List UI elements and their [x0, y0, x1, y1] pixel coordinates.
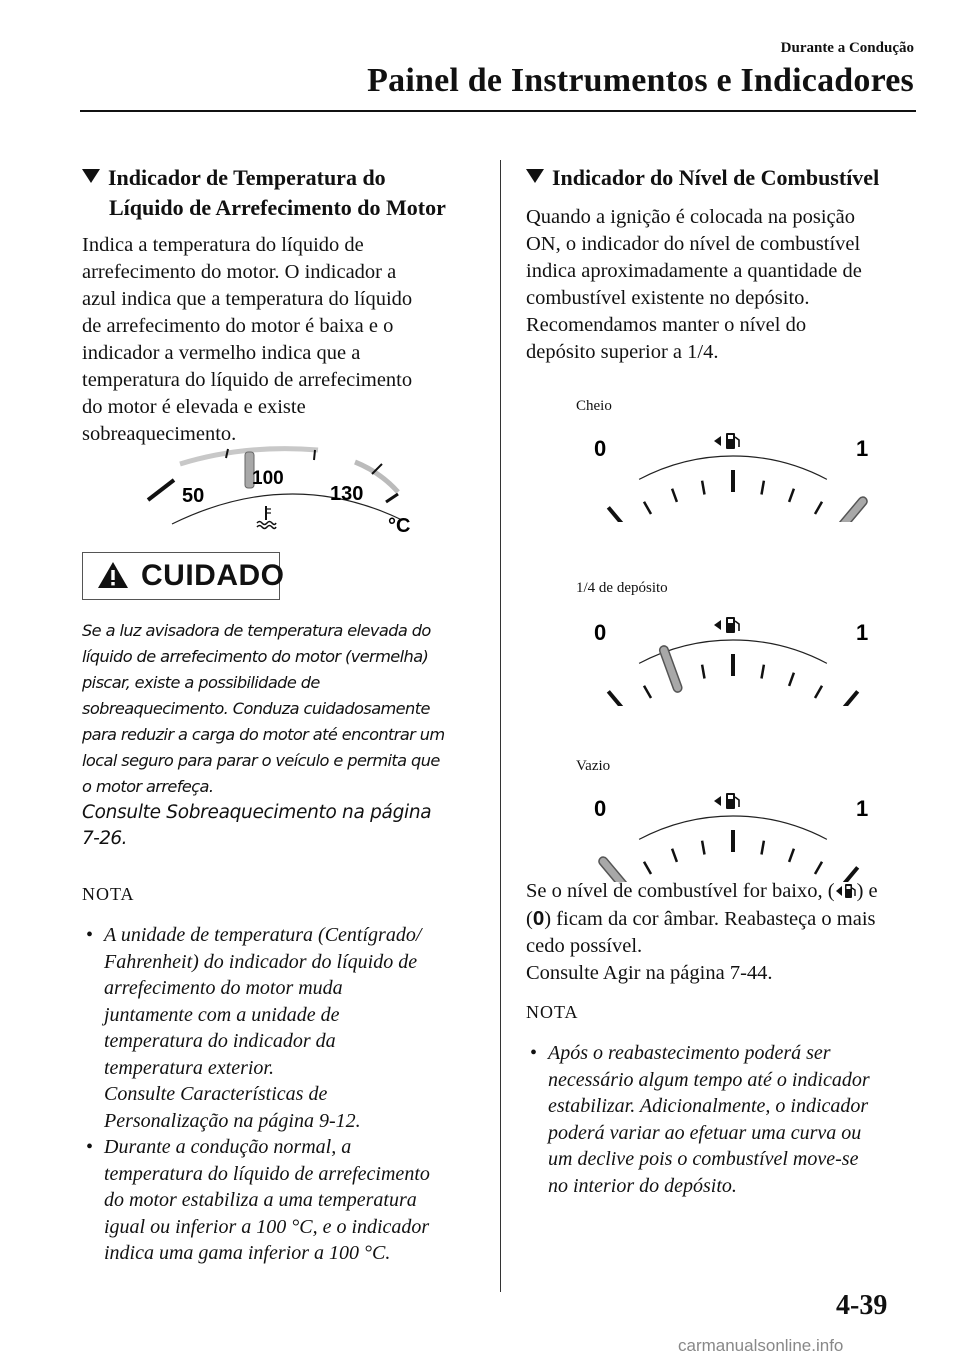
gauge-tick [314, 450, 315, 460]
text-line: do motor estabiliza a uma temperatura [104, 1189, 417, 1211]
gauge-tick [789, 849, 794, 862]
heading-line: Indicador do Nível de Combustível [552, 165, 880, 190]
section-triangle-icon [526, 169, 544, 183]
warning-triangle-icon [97, 561, 129, 589]
text-line: 7-26. [82, 828, 127, 849]
text-line: arrefecimento do motor. O indicador a [82, 261, 397, 283]
gauge-min-label: 0 [594, 796, 607, 821]
caution-box [82, 552, 285, 600]
column-divider [500, 160, 501, 1292]
text-line: indicador a vermelho indica que a [82, 342, 361, 364]
gauge-label-130: 130 [330, 483, 364, 505]
caution-label: CUIDADO [141, 559, 285, 592]
text-line: local seguro para parar o veículo e permita que [82, 751, 440, 770]
gauge-tick [702, 665, 704, 679]
gauge-tick [226, 449, 228, 458]
text-line: igual ou inferior a 100 °C, e o indicador [104, 1215, 430, 1238]
text-line: para reduzir a carga do motor até encontrar um [82, 725, 445, 744]
gauge-caption-quarter: 1/4 de depósito [576, 580, 668, 596]
text-line: Fahrenheit) do indicador do líquido de [104, 950, 418, 973]
watermark: carmanualsonline.info [678, 1336, 844, 1355]
text-line: no interior do depósito. [548, 1174, 737, 1197]
gauge-tick-major [608, 507, 627, 522]
gauge-tick [815, 862, 822, 874]
gauge-tick [789, 489, 794, 502]
text-line: temperatura exterior. [104, 1056, 274, 1079]
fuel-pump-window [728, 619, 733, 623]
bullet-icon: • [530, 1042, 538, 1064]
gauge-min-label: 0 [594, 620, 607, 645]
fuel-pump-icon [835, 882, 857, 900]
gauge-max-label: 1 [856, 436, 869, 461]
text-line: Consulte Características de [104, 1083, 328, 1105]
fuel-gauge-full [588, 418, 878, 522]
caution-text [82, 618, 482, 852]
gauge-label-100: 100 [252, 468, 284, 489]
text-line: sobreaquecimento. [82, 423, 237, 445]
gauge-min-label: 0 [594, 436, 607, 461]
text-fragment: Se o nível de combustível for baixo, ( [526, 880, 835, 902]
gauge-tick [762, 665, 764, 679]
text-line: combustível existente no depósito. [526, 287, 810, 309]
fuel-pump-hose [735, 797, 739, 807]
fuel-pump-icon [714, 617, 739, 633]
text-line: temperatura do indicador da [104, 1030, 336, 1052]
text-line: azul indica que a temperatura do líquido [82, 288, 413, 310]
text-line: necessário algum tempo até o indicador [548, 1068, 870, 1091]
gauge-tick [672, 489, 677, 502]
gauge-max-label: 1 [856, 796, 869, 821]
gauge-tick [644, 502, 651, 514]
gauge-tick [762, 481, 764, 495]
gauge-tick [702, 841, 704, 855]
gauge-tick-major [838, 691, 857, 706]
fuel-gauge-quarter [588, 602, 878, 706]
text-line: A unidade de temperatura (Centígrado/ [104, 924, 422, 946]
gauge-tick-major [148, 480, 174, 500]
page-title: Painel de Instrumentos e Indicadores [367, 62, 914, 99]
nota-label: NOTA [526, 1002, 579, 1022]
list-item [82, 922, 482, 1134]
fuel-pump-arrow [714, 796, 721, 806]
fuel-pump-hose [735, 621, 739, 631]
text-line: indica uma gama inferior a 100 °C. [104, 1242, 391, 1264]
nota-label: NOTA [82, 884, 135, 904]
header-divider [80, 110, 916, 112]
gauge-tick [815, 502, 822, 514]
gauge-tick [762, 841, 764, 855]
text-line: Consulte Agir na página 7-44. [526, 962, 773, 984]
fuel-pump-arrow [714, 620, 721, 630]
temperature-description [82, 232, 482, 448]
text-fragment: ( [526, 908, 533, 930]
gauge-tick [644, 862, 651, 874]
fuel-heading [526, 163, 926, 193]
bullet-icon: • [86, 1136, 94, 1158]
gauge-caption-full: Cheio [576, 398, 612, 414]
gauge-tick [789, 673, 794, 686]
text-line: cedo possível. [526, 935, 643, 957]
text-fragment: ) e [856, 880, 878, 902]
text-line: piscar, existe a possibilidade de [82, 673, 320, 692]
text-line: Indica a temperatura do líquido de [82, 234, 364, 256]
fuel-pump-hose [735, 437, 739, 447]
text-line: depósito superior a 1/4. [526, 341, 719, 363]
heading-line: Indicador de Temperatura do [108, 165, 386, 190]
gauge-tick [644, 686, 651, 698]
gauge-tick-major [386, 494, 398, 502]
text-line: Durante a condução normal, a [104, 1136, 352, 1158]
text-line: de arrefecimento do motor é baixa e o [82, 315, 394, 337]
text-line: arrefecimento do motor muda [104, 977, 343, 999]
text-line: juntamente com a unidade de [104, 1003, 340, 1026]
text-line: um declive pois o combustível move-se [548, 1148, 859, 1170]
text-line: Consulte Sobreaquecimento na página [82, 802, 432, 823]
gauge-tick [815, 686, 822, 698]
text-line: o motor arrefeça. [82, 777, 214, 796]
text-fragment: 0 [532, 907, 545, 930]
text-line: temperatura do líquido de arrefecimento [82, 369, 413, 391]
fuel-pump-icon [714, 793, 739, 809]
fuel-gauge-empty [588, 778, 878, 882]
text-line: poderá variar ao efetuar uma curva ou [548, 1121, 862, 1144]
text-line: Personalização na página 9-12. [104, 1109, 361, 1132]
low-fuel-text [526, 878, 926, 987]
fuel-pump-window [728, 795, 733, 799]
gauge-label-50: 50 [182, 485, 205, 507]
gauge-unit: °C [388, 515, 411, 537]
gauge-tick [672, 849, 677, 862]
text-line: temperatura do líquido de arrefecimento [104, 1162, 430, 1185]
text-line: estabilizar. Adicionalmente, o indicador [548, 1095, 869, 1117]
gauge-tick-major [608, 691, 627, 706]
gauge-tick [702, 481, 704, 495]
temperature-heading [82, 163, 482, 223]
text-line: do motor é elevada e existe [82, 396, 306, 418]
text-line: ON, o indicador do nível de combustível [526, 233, 861, 255]
temperature-gauge [140, 440, 430, 540]
heading-line: Líquido de Arrefecimento do Motor [109, 195, 446, 220]
fuel-pump-window [728, 435, 733, 439]
text-line: sobreaquecimento. Conduza cuidadosamente [82, 699, 430, 718]
text-line: Quando a ignição é colocada na posição [526, 206, 856, 228]
text-line: Após o reabastecimento poderá ser [548, 1042, 831, 1064]
gauge-caption-empty: Vazio [576, 758, 611, 774]
list-item [526, 1040, 926, 1199]
text-line: líquido de arrefecimento do motor (vermelha) [82, 647, 429, 666]
note-list [82, 922, 482, 1267]
note-list [526, 1040, 926, 1199]
section-triangle-icon [82, 169, 100, 183]
text-line: indica aproximadamente a quantidade de [526, 260, 862, 282]
fuel-pump-icon [714, 433, 739, 449]
gauge-max-label: 1 [856, 620, 869, 645]
coolant-temperature-icon [257, 506, 276, 529]
text-line: Se a luz avisadora de temperatura elevada do [82, 621, 431, 640]
list-item [82, 1134, 482, 1267]
bullet-icon: • [86, 924, 94, 946]
text-fragment: ) ficam da cor âmbar. Reabasteça o mais [544, 908, 876, 930]
page-number: 4-39 [836, 1290, 888, 1321]
fuel-description [526, 204, 926, 366]
text-line: Recomendamos manter o nível do [526, 314, 807, 336]
fuel-pump-arrow [714, 436, 721, 446]
section-title: Durante a Condução [780, 40, 914, 56]
gauge-arc [172, 494, 402, 524]
